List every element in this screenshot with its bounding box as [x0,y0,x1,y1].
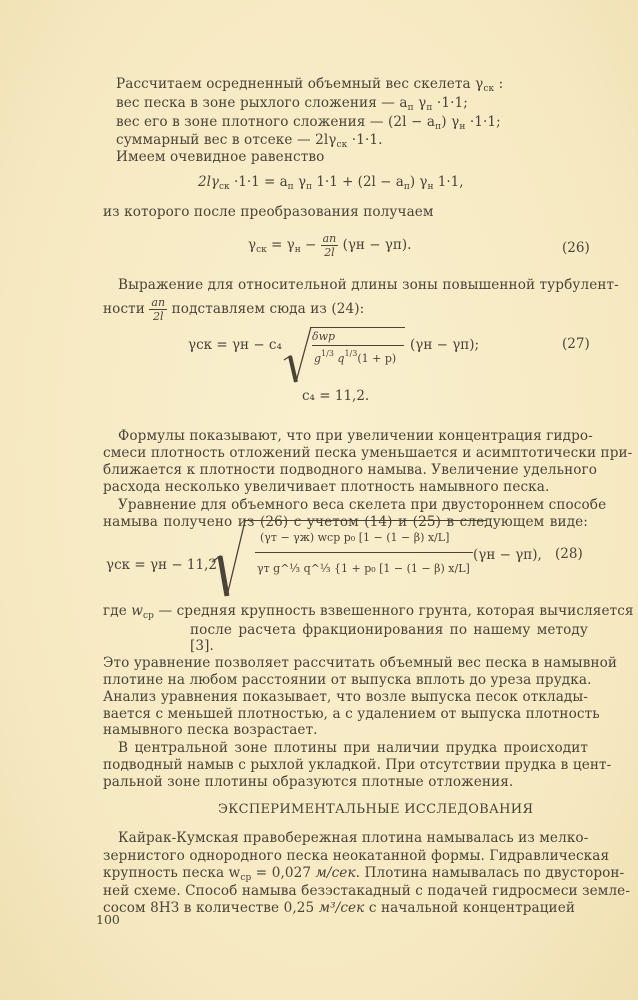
eq28-denominator: γт g^⅓ q^⅓ {1 + p₀ [1 − (1 − β) x/L] [257,562,470,575]
radical-sign-27 [282,326,312,384]
eq27-rhs: (γн − γп); [410,337,480,353]
equation-number-26: (26) [562,240,590,256]
radical-bar-27 [310,327,405,328]
where-line-3: [3]. [190,638,214,654]
equation-27-lhs: γск = γн − c₄ [188,337,282,353]
eq27-fraction-bar [312,345,404,346]
eq27-denominator: $g^{1/3}$ $q^{1/3}(1 + p)$ [314,349,397,365]
radical-bar-28 [245,520,487,521]
equation-number-28: (28) [555,546,583,562]
page-number: 100 [96,912,120,927]
eq28-numerator: (γт − γж) wср p₀ [1 − (1 − β) x/L] [260,531,450,544]
intro-line-4: суммарный вес в отсеке — $2l\gamma_{ск} \cdot 1\cdot 1$. [116,132,383,150]
fraction-an-over-2l: $\frac{aп}{2l}$ [322,232,337,259]
where-line-1: где $w_{ср}$ — средняя крупность взвешенного грунта, которая вычисляется [103,603,634,621]
fraction-an-over-2l-inline: $\frac{aп}{2l}$ [151,296,166,323]
where-line-2: после расчета фракционирования по нашему методу [190,622,588,638]
equation-26: $\gamma_{ск} = \gamma_н$ − $\frac{aп}{2l}$ (γн − γп). [248,232,412,259]
intro-line-2: вес песка в зоне рыхлого сложения — $a_п$ $\gamma_п \cdot 1\cdot 1$; [116,95,468,113]
turbulence-line-1: Выражение для относительной длины зоны повышенной турбулент- [118,277,619,293]
section-heading: ЭКСПЕРИМЕНТАЛЬНЫЕ ИССЛЕДОВАНИЯ [218,802,534,817]
eq27-numerator: δwp [312,330,336,343]
eq28-rhs: (γн − γп), [473,547,542,563]
intro-line-3: вес его в зоне плотного сложения — $(2l - a_п)$ $\gamma_н \cdot 1\cdot 1$; [116,114,501,132]
turbulence-line-2: ности $\frac{aп}{2l}$ подставляем сюда из (24): [103,296,365,323]
radical-sign-28 [210,520,246,598]
intro-line-5: Имеем очевидное равенство [116,149,325,165]
equation-number-27: (27) [562,336,590,352]
eq28-fraction-bar [255,552,473,553]
equation-equality: $2l\gamma_{ск} \cdot 1\cdot 1 = a_п$ $\gamma_п$ $1\cdot 1 + (2l - a_п)$ $\gamma_н$ 1·1, [198,174,464,192]
after-equality-text: из которого после преобразования получаем [103,204,434,220]
equation-28-lhs: γск = γн − 11,2 [106,557,217,573]
book-page: Рассчитаем осредненный объемный вес скелета $\gamma_{ск}$ : вес песка в зоне рыхлого сложения — $a_п$ $\gamma_п \cdot 1\cdot 1$; вес его в зоне плотного сложения — $(2l - a_п)$ $\gamma_н \cdot 1\cdot 1$; суммарный вес в отсеке — $2l\gamma_{ск} \cdot 1\cdot 1$. Имеем очевидное равенство $2l\gamma_{ск} \cdot 1\cdot 1 = a_п$ $\gamma_п$ $1\cdot 1 + (2l - a_п)$ $\gamma_н$ 1·1, из которого после преобразования получаем $\gamma_{ск} = \gamma_н$ − $\frac{aп}{2l}$ (γн − γп). (26) Выражение для относительной длины зоны повышенной турбулент- ности $\frac{aп}{2l}$ подставляем сюда из (24): γск = γн − c₄ δwp $g^{1/3}$ $q^{1/3}(1 + p)$ (γн − γп); (27) c₄ = 11,2. Формулы показывают, что при увеличении концентрация гидро- смеси плотность отложений песка уменьшается и асимптотически при- ближается к плотности подводного намыва. Увеличение удельного расхода несколько увеличивает плотность намывного песка. Уравнение для объемного веса скелета при двустороннем способе намыва получено из (26) с учетом (14) и (25) в следующем виде: γск = γн − 11,2 (γт − γж) wср p₀ [1 − (1 − β) x/L] γт g^⅓ q^⅓ {1 + p₀ [1 − (1 − β) x/L] (γн − γп), (28) где $w_{ср}$ — средняя крупность взвешенного грунта, которая вычисляется после расчета фракционирования по нашему методу [3]. Это уравнение позволяет рассчитать объемный вес песка в намывной плотине на любом расстоянии от выпуска вплоть до уреза прудка. Анализ уравнения показывает, что возле выпуска песок отклады- вается с меньшей плотностью, а с удалением от выпуска плотность намывного песка возрастает. В центральной зоне плотины при наличии прудка происходит подводный намыв с рыхлой укладкой. При отсутствии прудка в цент- ральной зоне плотины образуются плотные отложения. ЭКСПЕРИМЕНТАЛЬНЫЕ ИССЛЕДОВАНИЯ Кайрак-Кумская правобережная плотина намывалась из мелко- зернистого однородного песка неокатанной формы. Гидравлическая крупность песка $w_{ср} = 0,027$ м/сек. Плотина намывалась по двусторон- ней схеме. Способ намыва безэстакадный с подачей гидросмеси земле- сосом 8НЗ в количестве 0,25 м³/сек с начальной концентрацией 100 [0,0,638,1000]
intro-line-1: Рассчитаем осредненный объемный вес скелета $\gamma_{ск}$ : [116,76,504,94]
c4-value: c₄ = 11,2. [302,388,370,404]
